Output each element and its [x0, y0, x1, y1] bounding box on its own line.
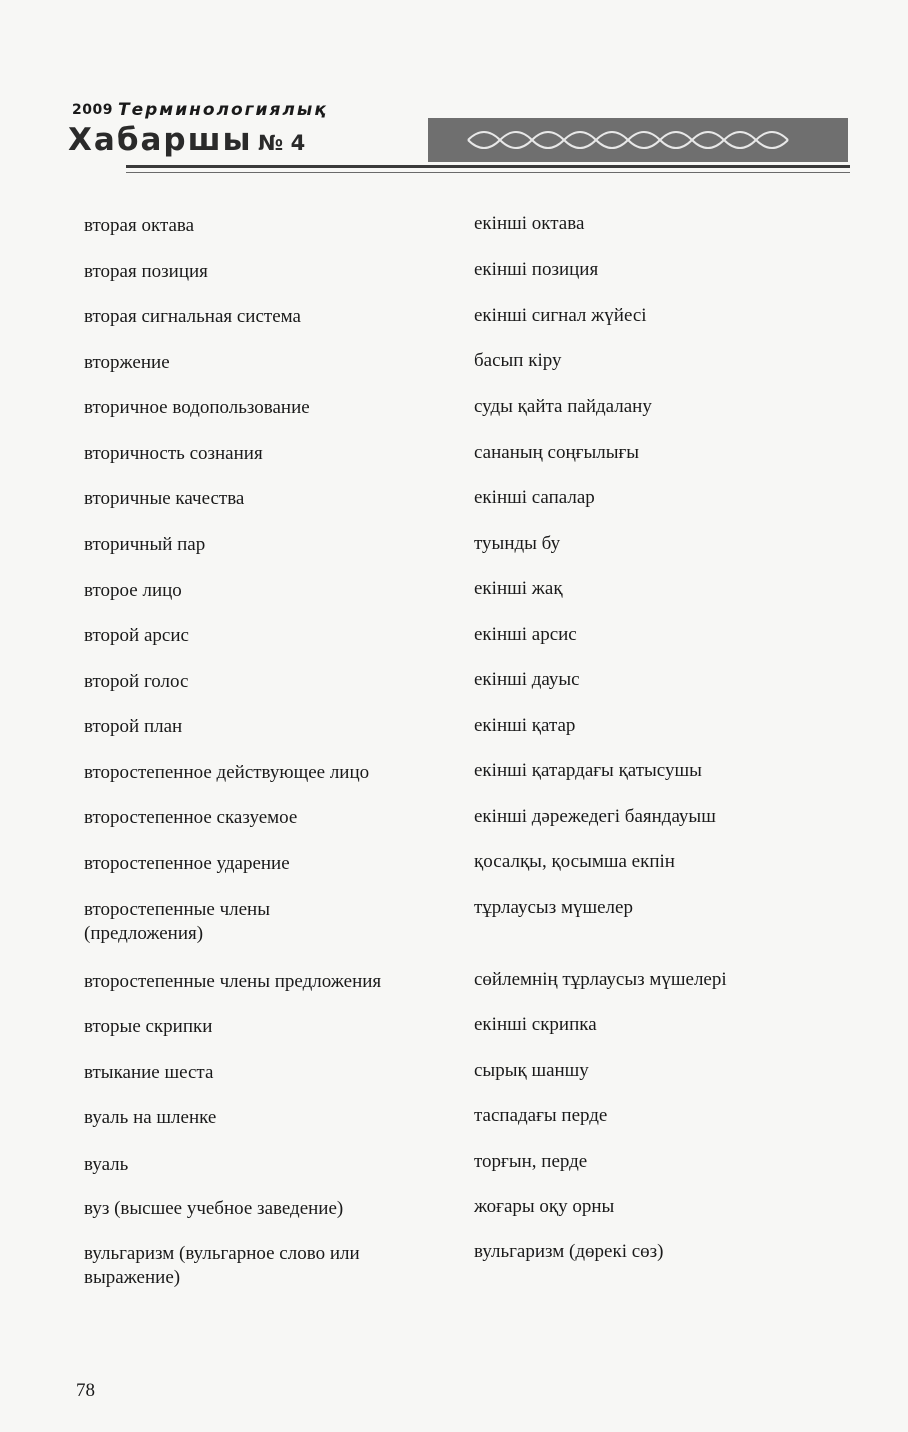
entry-ru: вторая позиция — [84, 261, 208, 282]
entry-ru: вторичный пар — [84, 534, 206, 555]
entry-kz: екінші қатар — [474, 715, 576, 736]
entry-kz: екінші дауыс — [474, 669, 580, 690]
entry-ru: вуаль — [84, 1154, 129, 1175]
entry-kz: екінші сигнал жүйесі — [474, 305, 647, 326]
entry-ru: вторые скрипки — [84, 1016, 213, 1037]
entry-ru: вторая октава — [84, 215, 195, 236]
entry-kz: екінші арсис — [474, 624, 577, 645]
entry-ru: второй голос — [84, 671, 189, 692]
entry-ru: вуаль на шленке — [84, 1107, 217, 1128]
entry-kz: екінші сапалар — [474, 487, 595, 508]
entry-ru: второстепенное сказуемое — [84, 807, 298, 828]
entry-ru: вульгаризм (вульгарное слово или выражение) — [84, 1243, 360, 1288]
entry-ru: вторичное водопользование — [84, 397, 310, 418]
entry-kz: екінші қатардағы қатысушы — [474, 760, 702, 781]
entry-ru: вторжение — [84, 352, 170, 373]
entry-kz: қосалқы, қосымша екпін — [474, 851, 675, 872]
entry-ru: второстепенные члены (предложения) — [84, 899, 270, 944]
entry-kz: тұрлаусыз мүшелер — [474, 897, 633, 918]
entry-ru: второе лицо — [84, 580, 182, 601]
entry-kz: таспадағы перде — [474, 1105, 608, 1126]
entry-kz: суды қайта пайдалану — [474, 396, 652, 417]
entry-kz: сырық шаншу — [474, 1060, 589, 1081]
entry-kz: екінші жақ — [474, 578, 563, 599]
entry-kz: екінші дәрежедегі баяндауыш — [474, 806, 716, 827]
header-title: Хабаршы — [68, 122, 253, 158]
entry-ru: второстепенное действующее лицо — [84, 762, 370, 783]
header-year: 2009 — [72, 102, 113, 118]
entry-ru: втыкание шеста — [84, 1062, 214, 1083]
entry-ru: вторая сигнальная система — [84, 306, 301, 327]
page-number: 78 — [76, 1380, 95, 1401]
entry-kz: туынды бу — [474, 533, 561, 554]
entry-kz: басып кіру — [474, 350, 562, 371]
entry-kz: жоғары оқу орны — [474, 1196, 615, 1217]
entry-kz: сөйлемнің тұрлаусыз мүшелері — [474, 969, 727, 990]
entry-kz: сананың соңғылығы — [474, 442, 640, 463]
entry-kz: екінші позиция — [474, 259, 599, 280]
entry-kz: екінші скрипка — [474, 1014, 597, 1035]
header-subtitle: Терминологиялық — [118, 100, 328, 120]
entry-ru: вуз (высшее учебное заведение) — [84, 1198, 344, 1219]
entry-kz: торғын, перде — [474, 1151, 588, 1172]
header-issue: № 4 — [258, 131, 306, 155]
entry-ru: второй арсис — [84, 625, 189, 646]
entry-ru: вторичность сознания — [84, 443, 263, 464]
entry-ru: второй план — [84, 716, 183, 737]
entry-kz: вульгаризм (дөрекі сөз) — [474, 1241, 664, 1262]
entry-ru: второстепенное ударение — [84, 853, 290, 874]
entry-ru: второстепенные члены предложения — [84, 971, 382, 992]
entry-ru: вторичные качества — [84, 488, 245, 509]
entry-kz: екінші октава — [474, 213, 585, 234]
